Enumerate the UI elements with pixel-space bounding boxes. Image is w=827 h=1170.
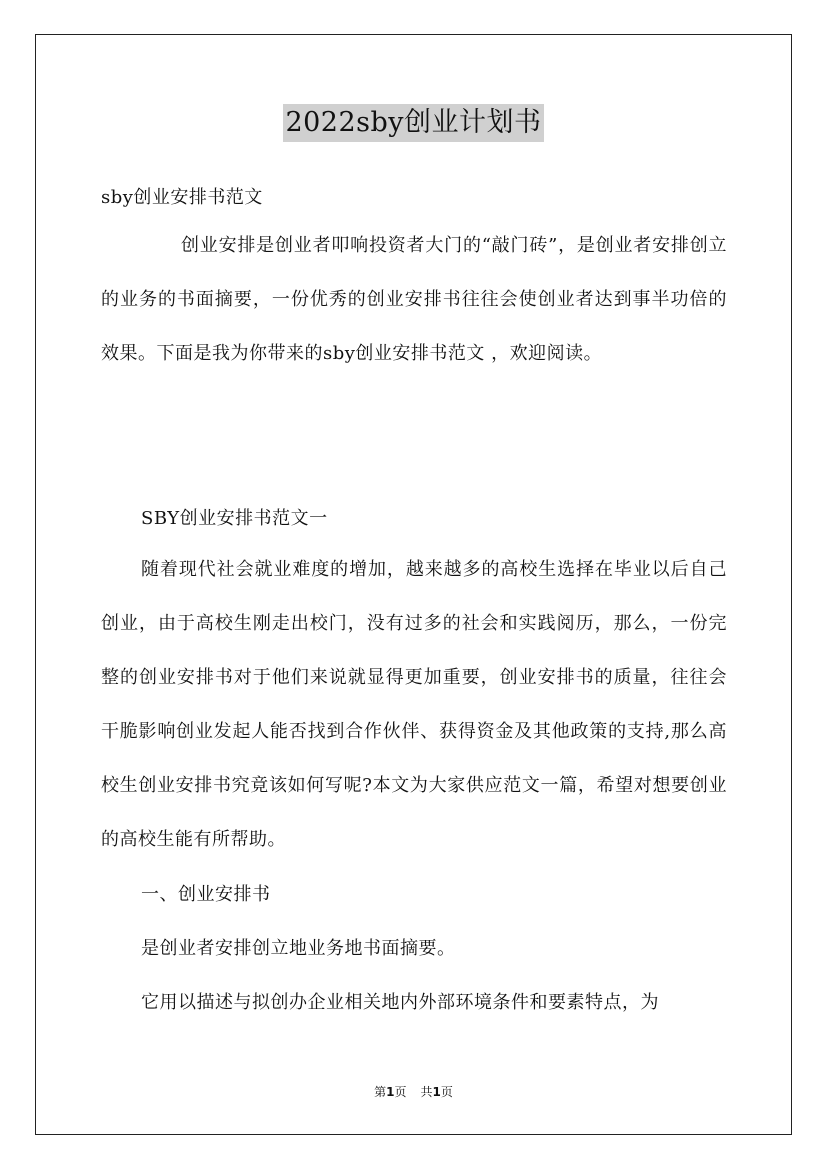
footer-page-total: 1 [432,1085,441,1099]
paragraph-description: 它用以描述与拟创办企业相关地内外部环境条件和要素特点，为 [141,992,659,1013]
page-footer [0,1083,827,1100]
paragraph-body: 随着现代社会就业难度的增加，越来越多的高校生选择在毕业以后自己创业，由于高校生刚走出校门，没有过多的社会和实践阅历，那么，一份完整的创业安排书对于他们来说就显得更加重要，创业安排书的质量，往往会干脆影响创业发起人能否找到合作伙伴、获得资金及其他政策的支持,那么高校生创业安排书究竟该如何写呢?本文为大家供应范文一篇，希望对想要创业的高校生能有所帮助。 [101,559,727,850]
item-heading: 一、创业安排书 [141,884,271,905]
footer-page-current: 1 [386,1085,395,1099]
document-subtitle: sby创业安排书范文 [101,187,263,208]
footer-page-mid: 页 [394,1085,407,1099]
footer-total-prefix: 共 [420,1085,433,1099]
paragraph-definition: 是创业者安排创立地业务地书面摘要。 [141,938,456,959]
title-container [0,104,827,142]
paragraph-intro: 创业安排是创业者叩响投资者大门的“敲门砖”，是创业者安排创立的业务的书面摘要，一份优秀的创业安排书往往会使创业者达到事半功倍的效果。下面是我为你带来的sby创业安排书范文 ，欢迎阅读。 [101,235,727,364]
document-title: 2022sby创业计划书 [283,104,543,142]
footer-total-suffix: 页 [440,1085,453,1099]
section-heading: SBY创业安排书范文一 [141,508,328,529]
footer-page-prefix: 第 [374,1085,387,1099]
